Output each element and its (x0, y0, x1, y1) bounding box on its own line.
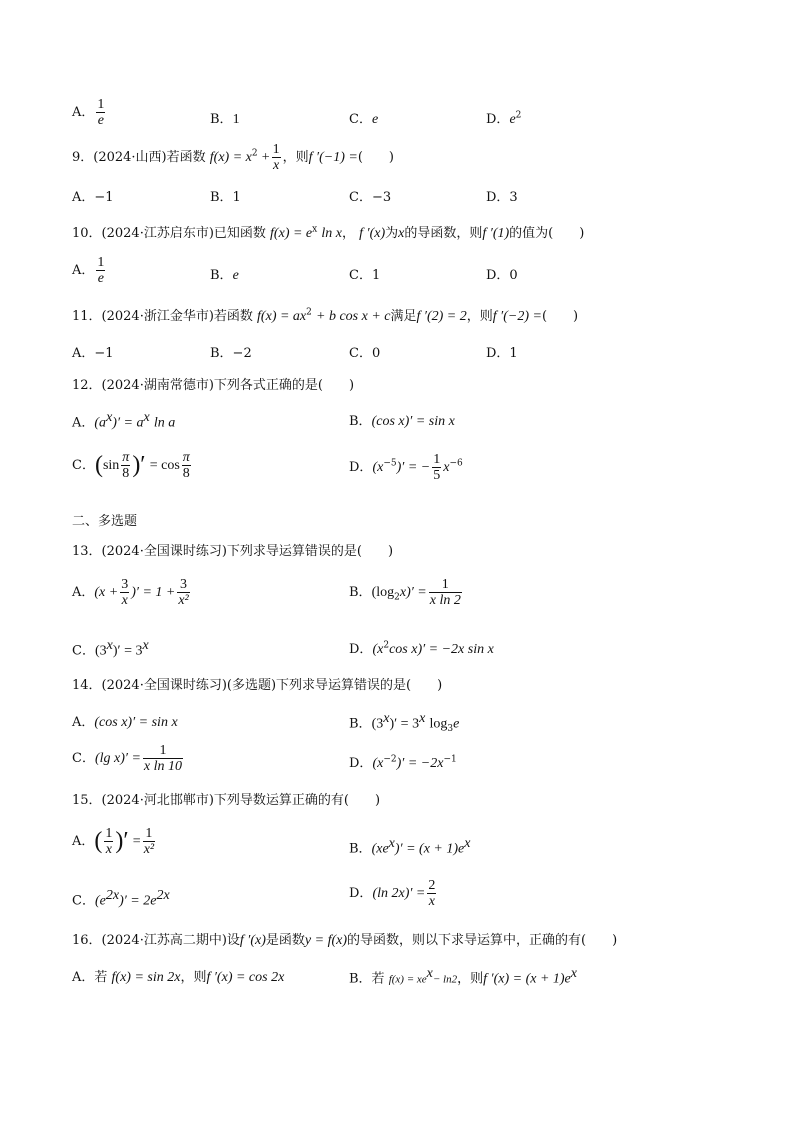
fraction: $\frac{1}{\text{x²}}$ (143, 826, 155, 857)
fraction: $\frac{1}{\text{x ln 10}}$ (143, 743, 182, 774)
q13-option-b: B．$(\log_2x)'$ = $\frac{1}{\text{x ln 2}}$ (349, 577, 461, 608)
q10-option-a: A． $\frac{1}{e}$ (72, 255, 105, 286)
q13-option-a: A．(x + $\frac{3}{x}$ )′ = 1 + $\frac{3}{\text{x²}}$ (72, 577, 189, 608)
q12-option-a: A．$(a^x)' = a^x$ ln a (72, 410, 176, 431)
q9-option-a: A．−1 (72, 190, 114, 205)
q9-option-c: C．−3 (349, 190, 392, 205)
q14-option-a: A．(cos x)′ = sin x (72, 715, 178, 730)
q10-option-c: C．1 (349, 268, 381, 283)
q15-option-c: C．$(e^{2x})' = 2e^{2x}$ (72, 888, 170, 909)
q12-stem: 12．(2024·湖南常德市)下列各式正确的是( ) (72, 378, 355, 393)
q14-stem: 14．(2024·全国课时练习)(多选题)下列求导运算错误的是( ) (72, 678, 443, 693)
fraction: $\frac{1}{x}$ (272, 142, 280, 173)
fraction: $\frac{2}{x}$ (428, 878, 436, 909)
q13-option-c: C．$(3^x)' = 3^x$ (72, 638, 149, 659)
q10-option-d: D．0 (486, 268, 518, 283)
q16-option-b: B．若 $f(x) = xe^x- \ln 2$，则f $'(x) = (x + 1)e^x$ (349, 966, 577, 987)
q10-option-b: B．e (210, 268, 239, 283)
q8-option-d: D．$e^2$ (486, 110, 522, 127)
q8-option-a: A． $\frac{1}{e}$ (72, 97, 105, 128)
section-title-multiple-choice: 二、多选题 (72, 514, 138, 529)
fraction: $\frac{3}{x}$ (121, 577, 129, 608)
fraction: $\frac{1}{e}$ (97, 255, 105, 286)
q16-option-a: A．若 f(x) = sin 2x，则f ′(x) = cos 2x (72, 970, 285, 985)
q14-option-d: D．$(x^{-2})' = -2x^{-1}$ (349, 754, 457, 771)
q11-option-b: B．−2 (210, 346, 252, 361)
q8-option-c: C．e (349, 112, 379, 127)
q12-option-b: B．(cos x)′ = sin x (349, 414, 455, 429)
q8-option-b: B．1 (210, 112, 240, 127)
fraction: $\frac{1}{\text{x ln 2}}$ (429, 577, 461, 608)
q10-stem: 10．(2024·江苏启东市)已知函数 $f(x) = e^x$ ln x， f ′(x)为x的导函数，则f ′(1)的值为( ) (72, 224, 585, 241)
q11-option-c: C．0 (349, 346, 381, 361)
q9-stem: 9．(2024·山西)若函数 $f(x) = x^2$ + $\frac{1}{x}$ ，则f ′(−1) =( ) (72, 142, 394, 173)
q14-option-b: B．$(3^x)' = 3^x$ $\log_3e$ (349, 711, 460, 734)
q11-option-d: D．1 (486, 346, 518, 361)
q16-stem: 16．(2024·江苏高二期中)设f ′(x)是函数y = f(x)的导函数，则以下求导运算中，正确的有( ) (72, 933, 618, 948)
fraction: $\frac{\pi}{8}$ (122, 450, 130, 481)
q13-option-d: D．($x^2\cos$ x)′ = −2x sin x (349, 640, 494, 657)
q15-stem: 15．(2024·河北邯郸市)下列导数运算正确的有( ) (72, 793, 381, 808)
q11-stem: 11．(2024·浙江金华市)若函数 $f(x) = ax^2 + b$ cos x + c满足f ′(2) = 2，则f ′(−2) =( ) (72, 307, 579, 324)
fraction: $\frac{\pi}{8}$ (182, 450, 190, 481)
q9-option-b: B．1 (210, 190, 241, 205)
fraction: $\frac{3}{\text{x²}}$ (178, 577, 189, 608)
q9-option-d: D．3 (486, 190, 518, 205)
fraction: $\frac{1}{5}$ (433, 452, 441, 483)
q13-stem: 13．(2024·全国课时练习)下列求导运算错误的是( ) (72, 544, 394, 559)
q12-option-d: D．$(x^{-5})'$ = − $\frac{1}{5}$ $x^{-6}$ (349, 452, 463, 483)
q11-option-a: A．−1 (72, 346, 114, 361)
q15-option-a: A．( $\frac{1}{x}$ )′ = $\frac{1}{\text{x²}}$ (72, 826, 155, 857)
q15-option-d: D．(ln 2x)′ = $\frac{2}{x}$ (349, 878, 436, 909)
q14-option-c: C．(lg x)′ = $\frac{1}{\text{x ln 10}}$ (72, 743, 182, 774)
fraction: $\frac{1}{x}$ (105, 826, 113, 857)
q15-option-b: B．$(xe^x)' = (x + 1)e^x$ (349, 836, 471, 857)
fraction: $\frac{1}{e}$ (97, 97, 105, 128)
q12-option-c: C．(sin $\frac{\pi}{8}$ )′ = cos $\frac{\pi}{8}$ (72, 450, 190, 481)
